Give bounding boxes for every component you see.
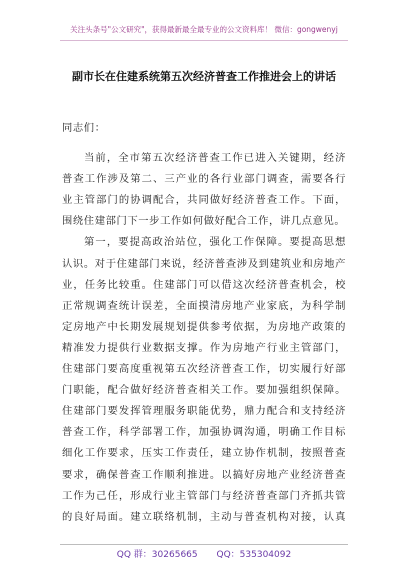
text-line: 认识。对于住建部门来说，经济普查涉及到建筑业和房地产 <box>62 257 346 270</box>
text-line: 业主管部门的协调配合，共同做好经济普查工作。下面， <box>62 194 346 207</box>
qq-number: QQ：535304092 <box>216 550 292 560</box>
text-line: 要求，确保普查工作顺利推进。以搞好房地产业经济普查 <box>62 468 346 481</box>
salutation-text: 同志们： <box>62 122 106 134</box>
text-line: 的良好局面。建立联络机制，主动与普查机构对接，认真 <box>62 510 346 523</box>
footer-contact <box>0 547 408 560</box>
text-line: 门职能，配合做好经济普查相关工作。要加强组织保障。 <box>62 384 346 397</box>
paragraph-intro <box>62 148 346 232</box>
header-divider <box>60 40 348 41</box>
text-line: 住建部门要高度重视第五次经济普查工作，切实履行好部 <box>62 363 346 376</box>
paragraph-first-point <box>62 232 346 527</box>
text-line: 第一，要提高政治站位，强化工作保障。要提高思想 <box>84 236 346 249</box>
document-title: 副市长在住建系统第五次经济普查工作推进会上的讲话 <box>72 70 336 83</box>
text-line: 住建部门要发挥管理服务职能优势，鼎力配合和支持经济 <box>62 405 346 418</box>
document-body <box>62 118 346 528</box>
salutation <box>62 118 346 139</box>
text-line: 普查工作涉及第二、三产业的各行业部门调查，需要各行 <box>62 173 346 186</box>
text-line: 业，任务比较重。住建部门可以借这次经济普查机会，校 <box>62 278 346 291</box>
text-line: 精准发力提供行业数据支撑。作为房地产行业主管部门， <box>62 341 346 354</box>
header-promo-note: 关注头条号"公文研究"，获得最新最全最专业的公文资料库！ 微信：gongwenyj <box>70 25 338 34</box>
footer-divider <box>60 544 348 545</box>
text-line: 普查工作，科学部署工作，加强协调沟通，明确工作目标 <box>62 426 346 439</box>
text-line: 细化工作要求，压实工作责任，建立协作机制，按照普查 <box>62 447 346 460</box>
text-line: 当前，全市第五次经济普查工作已进入关键期，经济 <box>84 152 346 165</box>
text-line: 围绕住建部门下一步工作如何做好配合工作，讲几点意见。 <box>62 215 346 228</box>
text-line: 工作为己任，形成行业主管部门与经济普查部门齐抓共管 <box>62 489 346 502</box>
qq-group-number: QQ 群：30265665 <box>116 550 198 560</box>
text-line: 定房地产中长期发展规划提供参考依据，为房地产政策的 <box>62 320 346 333</box>
text-line: 正常规调查统计误差，全面摸清房地产业家底，为科学制 <box>62 299 346 312</box>
